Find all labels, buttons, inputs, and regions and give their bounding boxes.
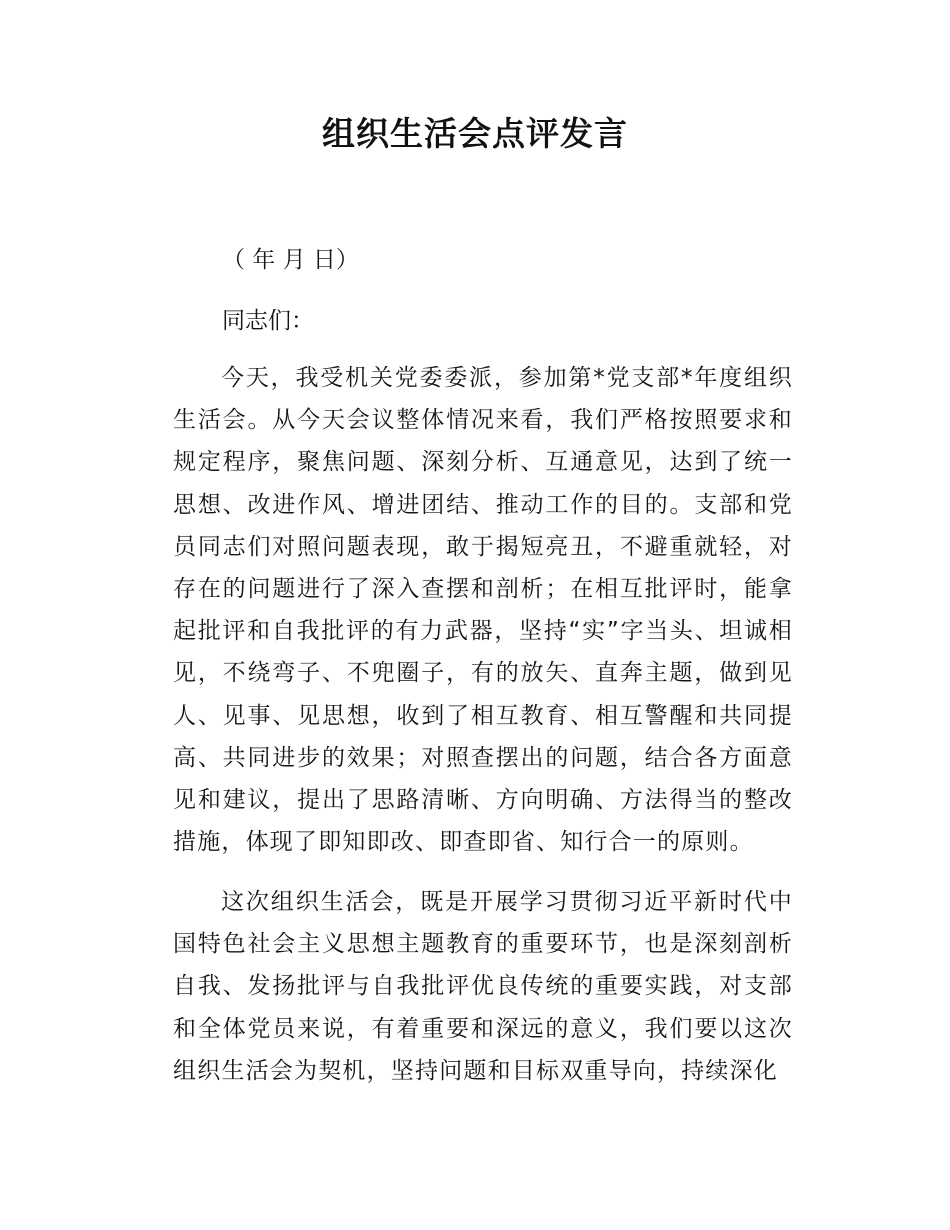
body-paragraph-1: 今天，我受机关党委委派，参加第*党支部*年度组织生活会。从今天会议整体情况来看，我们严格按照要求和规定程序，聚焦问题、深刻分析、互通意见，达到了统一思想、改进作风、增进团结、推动工作的目的。支部和党员同志们对照问题表现，敢于揭短亮丑，不避重就轻，对存在的问题进行了深入查摆和剖析；在相互批评时，能拿起批评和自我批评的有力武器，坚持“实”字当头、坦诚相见，不绕弯子、不兜圈子，有的放矢、直奔主题，做到见人、见事、见思想，收到了相互教育、相互警醒和共同提高、共同进步的效果；对照查摆出的问题，结合各方面意见和建议，提出了思路清晰、方向明确、方法得当的整改措施，体现了即知即改、即查即省、知行合一的原则。 [173, 365, 793, 856]
date-line: （ 年 月 日） [222, 247, 359, 273]
body-paragraph-2: 这次组织生活会，既是开展学习贯彻习近平新时代中国特色社会主义思想主题教育的重要环节，也是深刻剖析自我、发扬批评与自我批评优良传统的重要实践，对支部和全体党员来说，有着重要和深远的意义，我们要以这次组织生活会为契机，坚持问题和目标双重导向，持续深化 [173, 889, 793, 1084]
greeting: 同志们： [222, 308, 314, 334]
document-title: 组织生活会点评发言 [322, 114, 628, 153]
